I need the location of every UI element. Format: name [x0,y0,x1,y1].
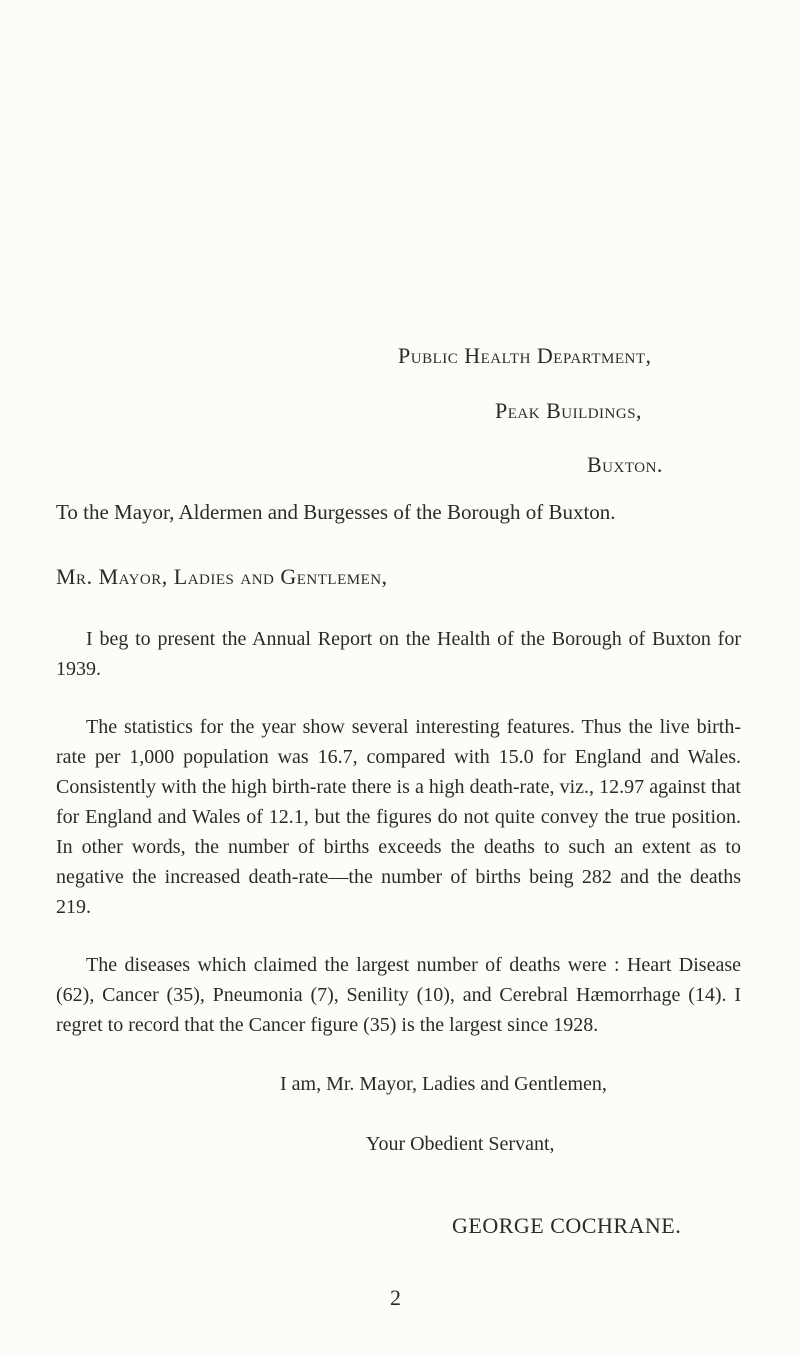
paragraph-diseases: The diseases which claimed the largest number of deaths were : Heart Disease (62), Cancer (35), Pneumonia (7), Senility (10), and Cerebral Hæmorrhage (14). I regret to record that the Cancer figure (35) is the largest since 1928. [56,954,741,1036]
paragraph-statistics: The statistics for the year show several interesting features. Thus the live birth-rate per 1,000 population was 16.7, compared with 15.0 for England and Wales. Consistently with the high birth-rate there is a high death-rate, viz., 12.97 against that for England and Wales of 12.1, but the figures do not quite convey the true position. In other words, the number of births exceeds the deaths to such an extent as to negative the increased death-rate—the number of births being 282 and the deaths 219. [56,716,741,918]
header-department: Public Health Department, [398,343,652,368]
paragraph-introduction: I beg to present the Annual Report on the Health of the Borough of Buxton for 1939. [56,628,741,680]
closing-line-1: I am, Mr. Mayor, Ladies and Gentlemen, [280,1073,607,1095]
page-number: 2 [390,1285,401,1310]
signature: GEORGE COCHRANE. [452,1213,682,1238]
salutation-address: Mr. Mayor, Ladies and Gentlemen, [56,564,388,589]
header-town: Buxton. [587,452,663,477]
header-building: Peak Buildings, [495,398,643,423]
salutation-recipients: To the Mayor, Aldermen and Burgesses of the Borough of Buxton. [56,500,616,524]
closing-line-2: Your Obedient Servant, [366,1133,555,1155]
